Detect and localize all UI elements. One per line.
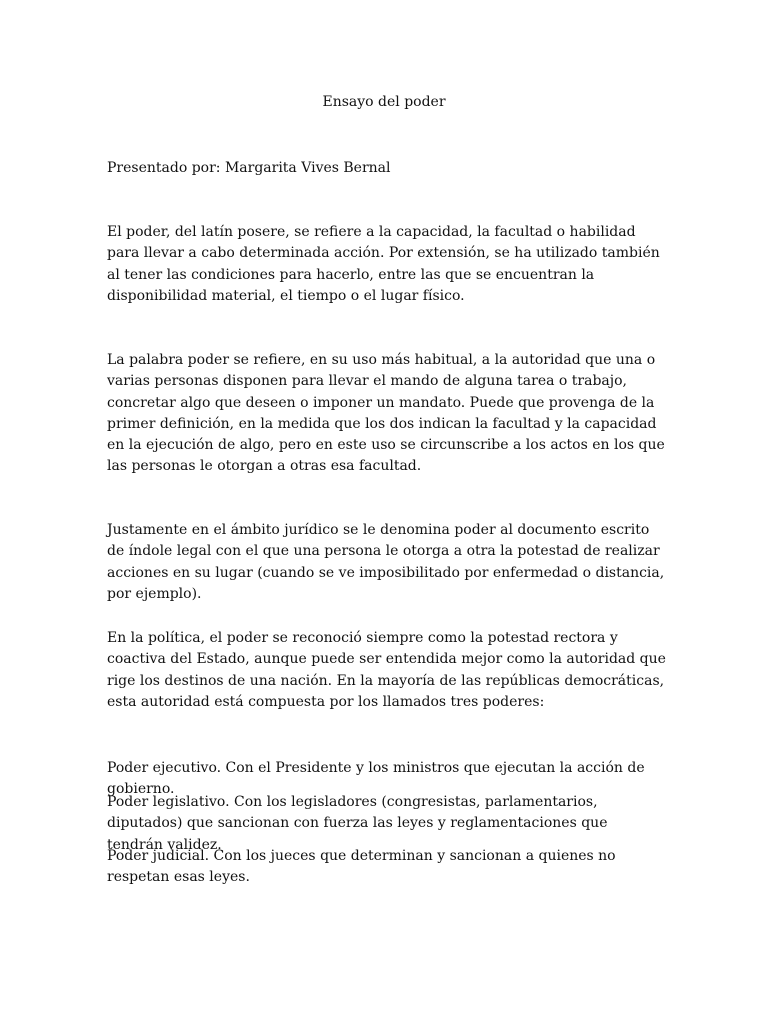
paragraph-2: La palabra poder se refiere, en su uso más habitual, a la autoridad que una o varias personas disponen para llevar el mando de alguna tarea o trabajo, concretar algo que deseen o imponer un mandato. Puede que provenga de la primer definición, en la medida que los dos indican la facultad y la capacidad en la ejecución de algo, pero en este uso se circunscribe a los actos en los que las personas le otorgan a otras esa facultad.	[107, 352, 665, 475]
paragraph-7: Poder judicial. Con los jueces que determinan y sancionan a quienes no respetan esas leyes.	[107, 848, 616, 886]
paragraph-1: El poder, del latín posere, se refiere a la capacidad, la facultad o habilidad para llevar a cabo determinada acción. Por extensión, se ha utilizado también al tener las condiciones para hacerlo, entre las que se encuentran la disponibilidad material, el tiempo o el lugar físico.	[107, 224, 660, 304]
paragraph-3: Justamente en el ámbito jurídico se le denomina poder al documento escrito de índole legal con el que una persona le otorga a otra la potestad de realizar acciones en su lugar (cuando se ve imposibilitado por enfermedad o distancia, por ejemplo).	[107, 522, 665, 602]
document-title: Ensayo del poder	[322, 94, 446, 110]
paragraph-5: Poder ejecutivo. Con el Presidente y los ministros que ejecutan la acción de gobierno.	[107, 760, 645, 798]
paragraph-6: Poder legislativo. Con los legisladores (congresistas, parlamentarios, diputados) que sancionan con fuerza las leyes y reglamentaciones que tendrán validez.	[107, 794, 608, 853]
author-line: Presentado por: Margarita Vives Bernal	[107, 160, 391, 176]
paragraph-4: En la política, el poder se reconoció siempre como la potestad rectora y coactiva del Estado, aunque puede ser entendida mejor como la autoridad que rige los destinos de una nación. En la mayoría de las repúblicas democráticas, esta autoridad está compuesta por los llamados tres poderes:	[107, 630, 666, 710]
